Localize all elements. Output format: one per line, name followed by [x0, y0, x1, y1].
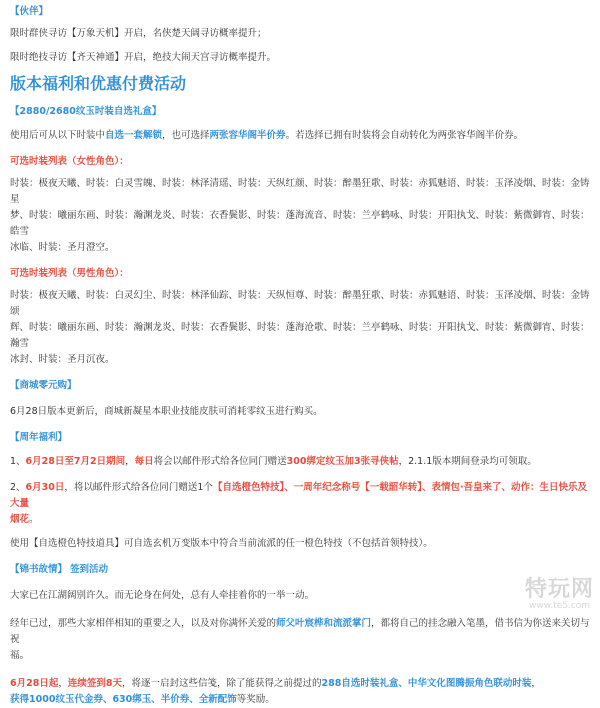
female-list-line: 冰临、时装：圣月澄空。 [10, 242, 115, 253]
paragraph [10, 676, 590, 708]
watermark-text: 特玩网 [524, 577, 594, 602]
section-header-gift-box: 【2880/2680纹玉时装自选礼盒】 [10, 106, 162, 117]
highlight: 师父叶宸桦和流派掌门 [276, 618, 372, 629]
highlight: 6月28日至7月2日期间 [25, 456, 126, 467]
paragraph: 6月28日版本更新后，商城新凝星本职业技能皮肤可消耗零纹玉进行购买。 [10, 406, 323, 417]
female-list-line: 梦、时装：曦丽东画、时装：瀚渊龙炎、时装：衣香鬓影、时装：蓬海流音、时装：兰亭鹤咏、时装：开阳执戈、时装：紫微御宵、时装：皓雪 [10, 210, 590, 237]
section-header-letters [10, 562, 590, 578]
highlight: 每日 [134, 456, 154, 467]
page-title: 版本福利和优惠付费活动 [10, 74, 187, 93]
highlight: 【自选橙色特技】、一周年纪念称号【一载韶华转】、表情包·吾皇来了、动作：生日快乐及大量 [10, 482, 588, 509]
text: 福。 [10, 650, 30, 661]
paragraph: 限时绝技寻访【齐天神通】开启，绝技大闹天宫寻访概率提升。 [10, 52, 277, 63]
paragraph: 大家已在江湖阔别许久。而无论身在何处，总有人牵挂着你的一举一动。 [10, 590, 315, 601]
text: 经年已过，那些大家相伴相知的重要之人，以及对你满怀关爱的 [10, 618, 277, 629]
paragraph: 使用【自选橙色特技道具】可自选玄机万变版本中符合当前流派的任一橙色特技（不包括首领特技）。 [10, 538, 433, 549]
text: 等奖励。 [236, 694, 275, 705]
text: ，将以邮件形式给各位同门赠送1个 [64, 482, 213, 493]
section-header-partner: 【伙伴】 [10, 6, 49, 17]
site-watermark [525, 572, 594, 611]
text: ，2.1.1版本期间登录均可领取。 [398, 456, 537, 467]
paragraph [10, 616, 590, 664]
header-part: 签到活动 [70, 564, 109, 575]
paragraph: 限时群侠寻访【万象天机】开启，名侠楚天阔寻访概率提升； [10, 28, 267, 39]
paragraph [10, 480, 590, 528]
text: 。若选择已拥有时装将会自动转化为两张容华阁半价券。 [285, 130, 524, 141]
male-list-line: 辉、时装：曦丽东画、时装：瀚渊龙炎、时装：衣香鬓影、时装：蓬海沧歌、时装：兰亭鹤咏、时装：开阳执戈、时装：紫微御宵、时装：瀚雪 [10, 322, 590, 349]
text: ，也可选择 [162, 130, 210, 141]
paragraph [10, 128, 590, 144]
text: ， [58, 678, 68, 689]
article-body [10, 4, 590, 708]
header-part: 【锦书故情】 [10, 564, 68, 575]
text: 使用后可从以下时装中 [10, 130, 106, 141]
highlight: 两张容华阁半价券 [209, 130, 286, 141]
female-list-line: 时装：极夜天曦、时装：白灵雪魄、时装：林泽清瑶、时装：天纵红颜、时装：醉墨狂歌、时装：赤狐魅语、时装：玉泽凌烟、时装：金铸星 [10, 178, 590, 205]
highlight: 288自选时装礼盒、中华文化图腾振角色联动时装 [321, 678, 532, 689]
text: 2、 [10, 482, 26, 493]
female-list-label: 可选时装列表（女性角色）： [10, 156, 129, 167]
text: 。 [29, 514, 39, 525]
male-list-label: 可选时装列表（男性角色）： [10, 268, 129, 279]
text: 将会以邮件形式给各位同门赠送 [153, 456, 287, 467]
highlight: 连续签到8天 [67, 678, 122, 689]
highlight: 6月30日 [25, 482, 65, 493]
paragraph [10, 454, 590, 470]
watermark-url: www.te5.com [528, 601, 590, 611]
male-list-line: 冰封、时装：圣月沉夜。 [10, 354, 115, 365]
text: 1、 [10, 456, 26, 467]
text: ，都将自己的挂念融入笔墨，借书信为你送来关切与祝 [10, 618, 590, 645]
highlight: 6月28日起 [10, 678, 59, 689]
male-list-line: 时装：极夜天曦、时装：白灵幻尘、时装：林泽仙踪、时装：天纵恒尊、时装：醉墨狂歌、时装：赤狐魅语、时装：玉泽凌烟、时装：金铸颂 [10, 290, 590, 317]
text: ， [531, 678, 541, 689]
section-header-shop: 【商城零元购】 [10, 380, 77, 391]
text: ， [125, 456, 135, 467]
highlight: 烟花 [10, 514, 30, 525]
highlight: 300绑定纹玉加3张寻侠帖 [286, 456, 399, 467]
section-header-anniversary: 【周年福利】 [10, 432, 68, 443]
text: ，将逐一启封这些信笺，除了能获得之前提过的 [121, 678, 322, 689]
highlight: 自选一套解锁 [105, 130, 163, 141]
highlight: 获得1000纹玉代金券、630绑玉、半价券、全新配饰 [10, 694, 237, 705]
